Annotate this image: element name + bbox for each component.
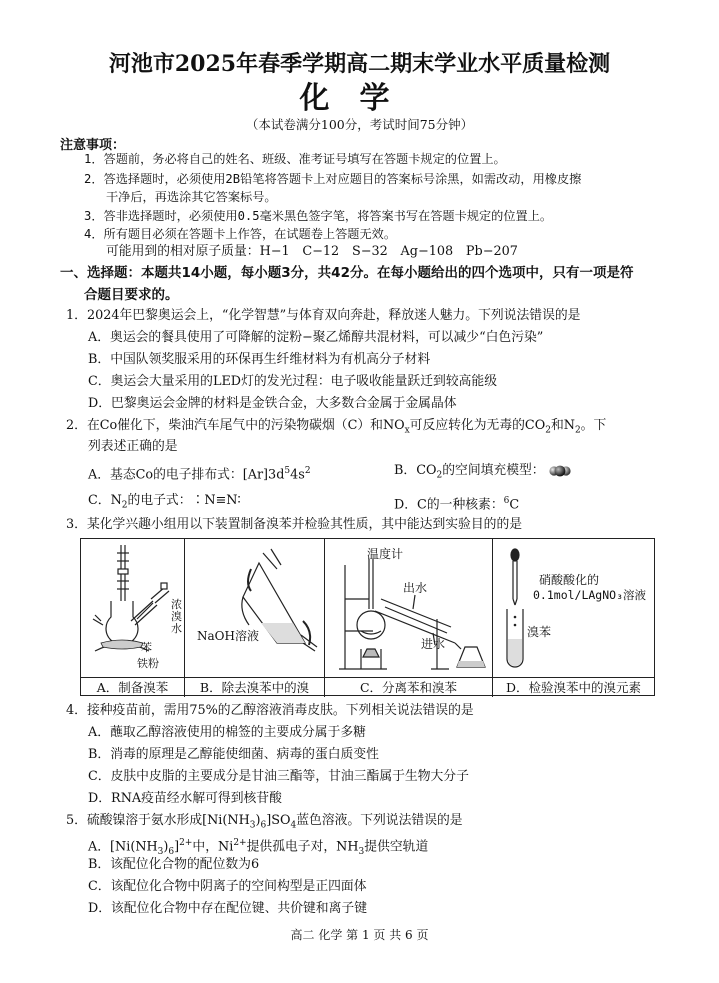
notice-item-2: 2．答选择题时，必须使用2B铅笔将答题卡上对应题目的答案标号涂黑，如需改动，用橡皮擦	[84, 172, 582, 186]
q2-option-c: C．$N_2$的电子式：∶N≡N∶	[88, 493, 241, 511]
q2-stem-cont: 列表述正确的是	[88, 439, 178, 454]
q5-option-b: B．该配位化合物的配位数为6	[88, 857, 260, 872]
q1-stem: 1．2024年巴黎奥运会上，“化学智慧”与体育双向奔赴，释放迷人魅力。下列说法错误的是	[66, 308, 581, 323]
apparatus-figure	[80, 538, 655, 696]
q1-option-b: B．中国队领奖服采用的环保再生纤维材料为有机高分子材料	[88, 352, 431, 367]
q1-option-d: D．巴黎奥运会金牌的材料是金铁合金，大多数合金属于金属晶体	[88, 396, 457, 411]
q1-option-a: A．奥运会的餐具使用了可降解的淀粉−聚乙烯醇共混材料，可以减少“白色污染”	[88, 330, 544, 345]
panel-d	[493, 539, 655, 677]
q4-option-a: A．蘸取乙醇溶液使用的棉签的主要成分属于多糖	[88, 725, 366, 740]
q4-option-b: B．消毒的原理是乙醇能使细菌、病毒的蛋白质变性	[88, 747, 379, 762]
label-bromine-water: 浓 溴 水	[171, 598, 182, 635]
label-bromobenzene: 溴苯	[527, 625, 552, 639]
section-heading: 一、选择题：本题共14小题，每小题3分，共42分。在每小题给出的四个选项中，只有一项是符	[60, 265, 634, 281]
page-footer: 高二 化学 第 1 页 共 6 页	[290, 928, 429, 942]
notice-item-3: 3．答非选择题时，必须使用0.5毫米黑色签字笔，将答案书写在答题卡规定的位置上。	[84, 209, 553, 223]
q1-option-c: C．奥运会大量采用的LED灯的发光过程：电子吸收能量跃迁到较高能级	[88, 374, 498, 389]
notice-item-1: 1．答题前，务必将自己的姓名、班级、准考证号填写在答题卡规定的位置上。	[84, 152, 506, 166]
q2-option-b: B．$CO_2$的空间填充模型：	[394, 461, 571, 486]
notice-item-2-cont: 干净后，再选涂其它答案标号。	[106, 190, 277, 204]
label-water-in: 进水	[421, 637, 446, 651]
q2-option-a: A．基态Co的电子排布式：$[Ar]3d^54s^2$	[88, 466, 311, 483]
q2-stem: 2．在Co催化下，柴油汽车尾气中的污染物碳烟（C）和$NO_x$可反应转化为无毒的$CO_2$和$N_2$。下	[66, 418, 607, 436]
subject-title: 化学	[299, 81, 420, 116]
panel-c	[325, 539, 493, 677]
atomic-masses: 可能用到的相对原子质量：H−1 C−12 S−32 Ag−108 Pb−207	[106, 244, 518, 259]
q4-option-c: C．皮肤中皮脂的主要成分是甘油三酯等，甘油三酯属于生物大分子	[88, 769, 469, 784]
label-water-out: 出水	[403, 581, 428, 595]
label-iron-powder: 铁粉	[137, 657, 159, 670]
q3-stem: 3．某化学兴趣小组用以下装置制备溴苯并检验其性质，其中能达到实验目的的是	[66, 517, 523, 532]
q5-option-d: D．该配位化合物中存在配位键、共价键和离子键	[88, 901, 367, 916]
q2-option-d: D．C的一种核素：$^6$C	[394, 496, 520, 513]
panel-b	[185, 539, 325, 677]
label-agno3-solution: 0.1mol/LAgNO₃溶液	[533, 588, 647, 602]
q4-option-d: D．RNA疫苗经水解可得到核苷酸	[88, 791, 282, 806]
section-heading-cont: 合题目要求的。	[84, 287, 179, 303]
label-thermometer: 温度计	[367, 547, 404, 561]
exam-title: 河池市2025年春季学期高二期末学业水平质量检测	[108, 51, 611, 77]
panel-a	[81, 539, 185, 677]
bromobenzene-prep-apparatus-icon	[81, 539, 185, 677]
caption-d: D．检验溴苯中的溴元素	[505, 680, 642, 695]
figure-captions	[81, 677, 654, 696]
label-nitric-acidified: 硝酸酸化的	[539, 573, 600, 587]
time-note: （本试卷满分100分，考试时间75分钟）	[245, 117, 474, 132]
q5-option-c: C．该配位化合物中阴离子的空间构型是正四面体	[88, 879, 367, 894]
label-benzene: 苯	[141, 641, 152, 654]
q5-option-a: A．$[Ni(NH_3)_6]^{2+}$中，$Ni^{2+}$提供孤电子对，$NH_3$提供空轨道	[88, 838, 429, 857]
notice-item-4: 4．所有题目必须在答题卡上作答，在试题卷上答题无效。	[84, 227, 397, 241]
caption-c: C．分离苯和溴苯	[325, 678, 493, 697]
q5-stem: 5．硫酸镍溶于氨水形成$[Ni(NH_3)_6]SO_4$蓝色溶液。下列说法错误的是	[66, 813, 463, 831]
notice-heading: 注意事项：	[60, 138, 126, 153]
separatory-funnel-icon	[185, 539, 325, 677]
label-naoh-solution: NaOH溶液	[197, 629, 259, 643]
caption-b: B．除去溴苯中的溴	[185, 678, 325, 697]
distillation-apparatus-icon	[325, 539, 493, 677]
co2-space-filling-model-icon	[549, 465, 571, 477]
q4-stem: 4．接种疫苗前，需用75%的乙醇溶液消毒皮肤。下列相关说法错误的是	[66, 703, 474, 718]
caption-a: A．制备溴苯	[81, 678, 185, 697]
silver-nitrate-test-icon	[493, 539, 655, 677]
